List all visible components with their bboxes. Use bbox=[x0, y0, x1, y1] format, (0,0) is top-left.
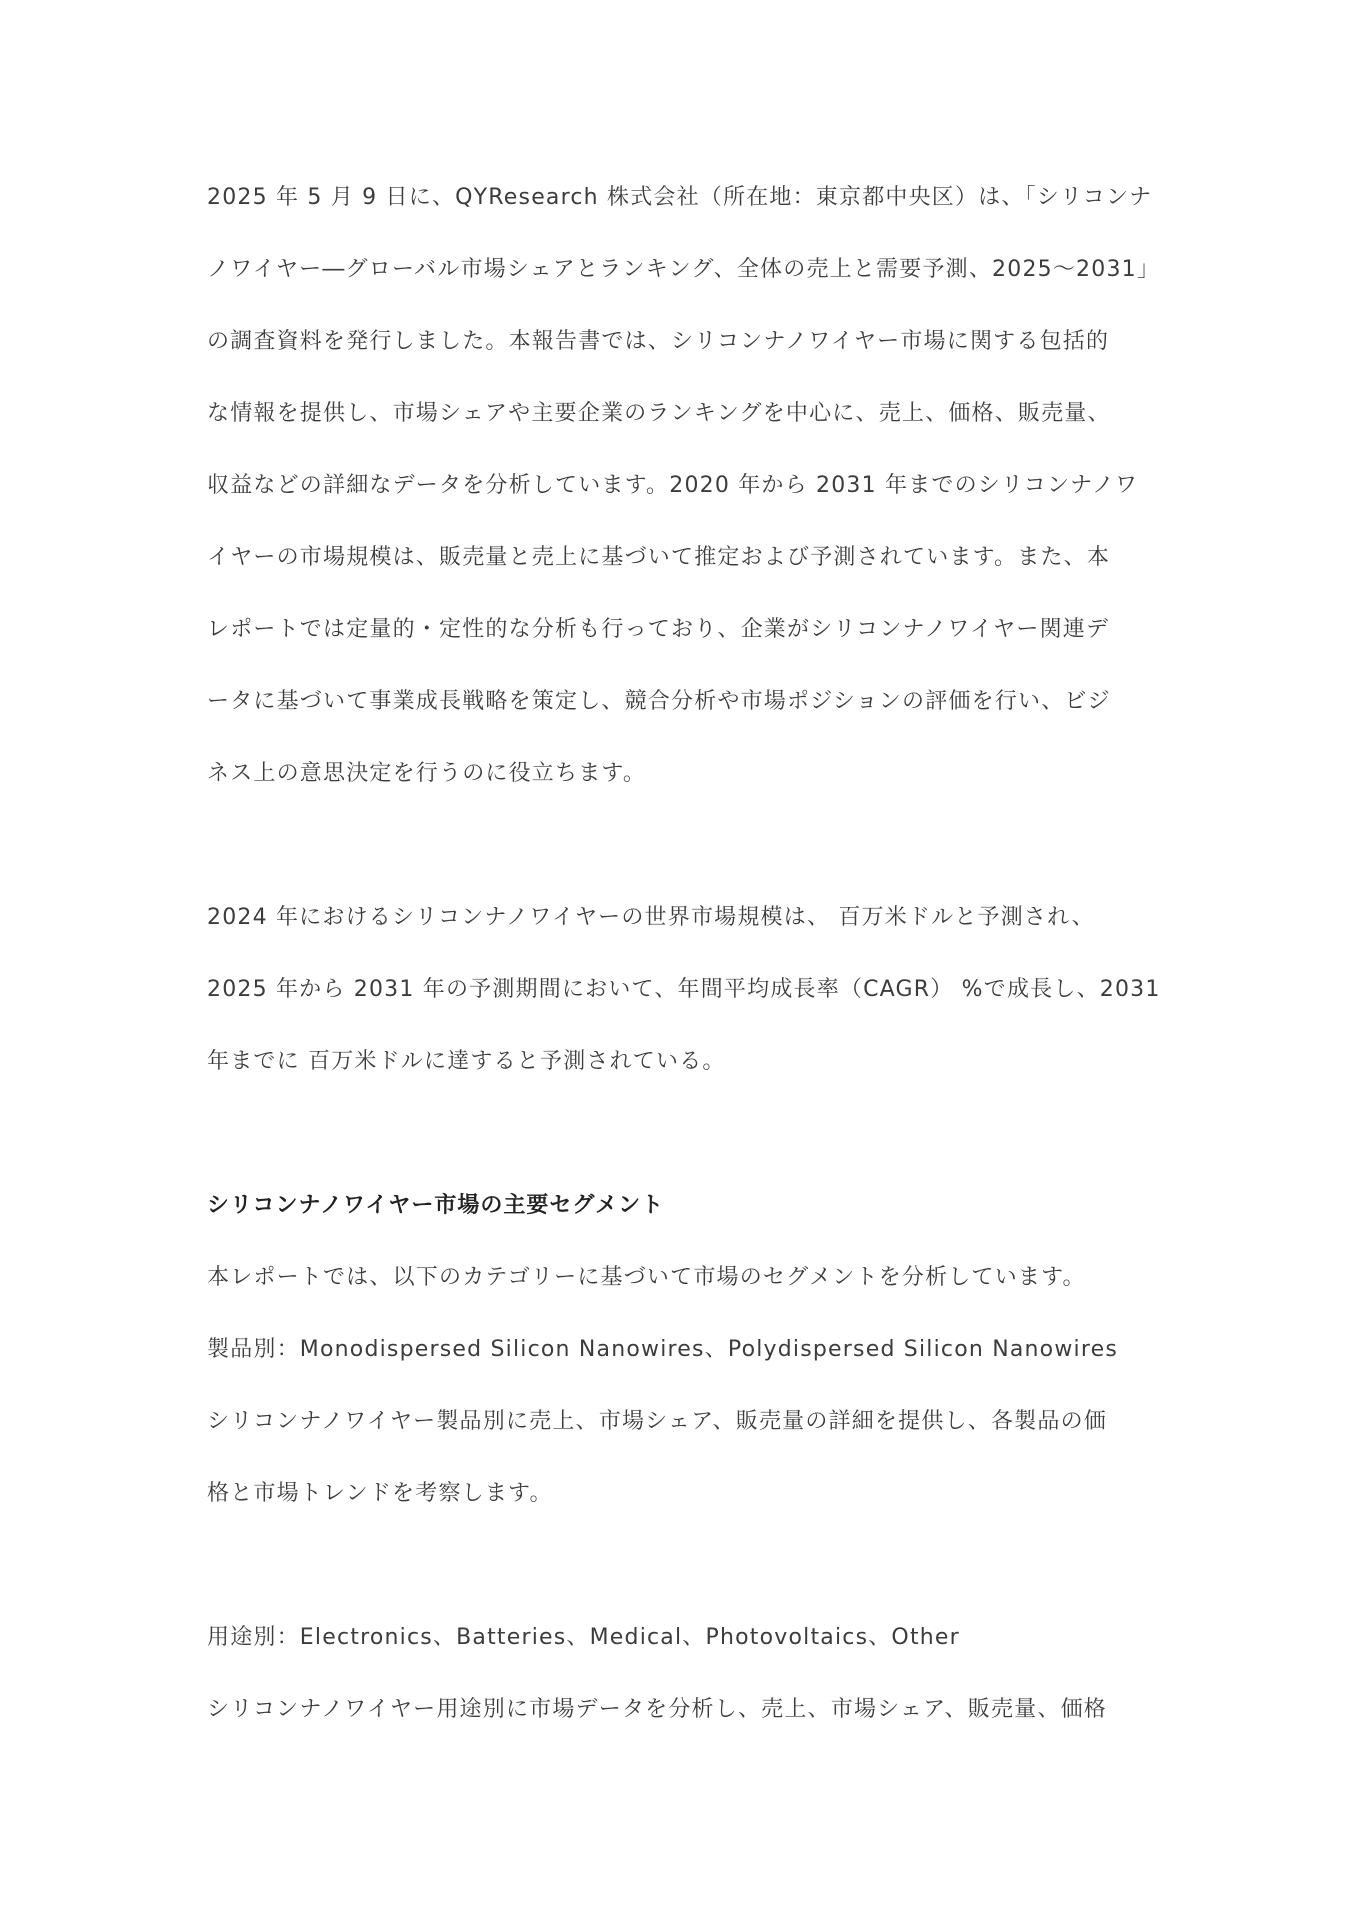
text-line: 2025 年 5 月 9 日に、QYResearch 株式会社（所在地：東京都中央区）は、「シリコンナ bbox=[207, 185, 1153, 210]
text-line: ータに基づいて事業成長戦略を策定し、競合分析や市場ポジションの評価を行い、ビジ bbox=[207, 689, 1111, 714]
text-line: の調査資料を発行しました。本報告書では、シリコンナノワイヤー市場に関する包括的 bbox=[207, 329, 1110, 354]
text-line: 収益などの詳細なデータを分析しています。2020 年から 2031 年までのシリコンナノワ bbox=[207, 473, 1139, 498]
text-line: シリコンナノワイヤー製品別に売上、市場シェア、販売量の詳細を提供し、各製品の価 bbox=[207, 1409, 1107, 1434]
product-segment-list: 製品別：Monodispersed Silicon Nanowires、Polydispersed Silicon Nanowires bbox=[207, 1337, 1118, 1362]
text-line: な情報を提供し、市場シェアや主要企業のランキングを中心に、売上、価格、販売量、 bbox=[207, 401, 1111, 426]
text-line: ノワイヤー―グローバル市場シェアとランキング、全体の売上と需要予測、2025～2031」 bbox=[207, 257, 1161, 282]
section-heading: シリコンナノワイヤー市場の主要セグメント bbox=[207, 1193, 665, 1218]
text-line: ネス上の意思決定を行うのに役立ちます。 bbox=[207, 761, 647, 786]
application-segment-list: 用途別：Electronics、Batteries、Medical、Photovoltaics、Other bbox=[207, 1625, 960, 1650]
text-line: シリコンナノワイヤー用途別に市場データを分析し、売上、市場シェア、販売量、価格 bbox=[207, 1697, 1107, 1722]
section-intro: 本レポートでは、以下のカテゴリーに基づいて市場のセグメントを分析しています。 bbox=[207, 1265, 1086, 1290]
text-line: 2024 年におけるシリコンナノワイヤーの世界市場規模は、 百万米ドルと予測され、 bbox=[207, 905, 1095, 930]
text-line: 2025 年から 2031 年の予測期間において、年間平均成長率（CAGR） %で成長し、2031 bbox=[207, 977, 1161, 1002]
text-line: 格と市場トレンドを考察します。 bbox=[207, 1481, 553, 1506]
text-line: 年までに 百万米ドルに達すると予測されている。 bbox=[207, 1049, 726, 1074]
text-line: イヤーの市場規模は、販売量と売上に基づいて推定および予測されています。また、本 bbox=[207, 545, 1111, 570]
text-line: レポートでは定量的・定性的な分析も行っており、企業がシリコンナノワイヤー関連デ bbox=[207, 617, 1110, 642]
